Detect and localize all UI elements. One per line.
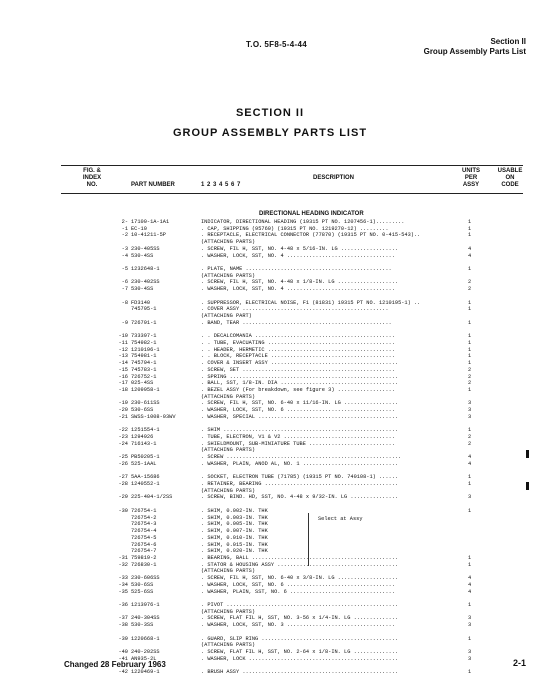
description: . . HEADER, HERMETIC ........................................ <box>201 346 395 353</box>
table-row <box>0 595 540 602</box>
description: . WASHER, LOCK, SST, NO. 4 .................................. <box>201 252 395 259</box>
fig-index: -1 <box>121 225 128 232</box>
units-per-assy: 1 <box>468 481 472 488</box>
table-row <box>0 340 540 347</box>
fig-index: -28 <box>118 481 128 488</box>
fig-index: -32 <box>118 561 128 568</box>
fig-index: -21 <box>118 413 128 420</box>
table-row <box>0 327 540 334</box>
table-row <box>0 669 540 676</box>
table-row <box>0 622 540 629</box>
part-number: 726754-2 <box>131 514 157 521</box>
part-number: 1294926 <box>131 434 154 440</box>
table-row <box>0 454 540 461</box>
part-number: 754981-1 <box>131 353 157 360</box>
table-row <box>0 286 540 293</box>
list-title: GROUP ASSEMBLY PARTS LIST <box>172 127 368 139</box>
description: . SHIELDMOUNT, SUB-MINIATURE TUBE ........................... <box>201 440 395 447</box>
part-number: 525-1AAL <box>131 460 157 467</box>
fig-index: -31 <box>118 554 128 561</box>
table-row <box>0 528 540 535</box>
fig-index: -3 <box>121 245 128 252</box>
col-description: DESCRIPTION <box>313 175 355 181</box>
part-number: 230-611SS <box>131 400 160 407</box>
fig-index: -7 <box>121 286 128 293</box>
description: (ATTACHING PARTS) <box>201 239 256 246</box>
fig-index: -38 <box>118 622 128 629</box>
table-row <box>0 273 540 280</box>
table-row <box>0 548 540 555</box>
table-row <box>0 414 540 421</box>
table-row <box>0 562 540 569</box>
units-per-assy: 1 <box>468 299 472 306</box>
fig-index: -6 <box>121 279 128 286</box>
table-row <box>0 226 540 233</box>
units-per-assy: 1 <box>468 266 472 273</box>
units-per-assy: 2 <box>468 380 472 387</box>
part-number: 530-4SS <box>131 252 154 259</box>
section-title: SECTION II <box>235 107 305 119</box>
fig-index: -34 <box>118 581 128 588</box>
description: (ATTACHING PARTS) <box>201 642 256 649</box>
part-number: 726754-3 <box>131 521 157 528</box>
table-row <box>0 306 540 313</box>
units-per-assy: 2 <box>468 279 472 286</box>
table-row <box>0 232 540 239</box>
description: . SCREW, FLAT FIL H, SST, NO. 3-56 x 1/4-IN. LG .............. <box>201 615 399 622</box>
description: . WASHER, LOCK ............................................... <box>201 655 399 662</box>
part-number: 726754-7 <box>131 548 157 555</box>
table-header-rule <box>61 193 523 194</box>
description: . . BLOCK, RECEPTACLE ....................................... <box>201 353 395 360</box>
units-per-assy: 3 <box>468 413 472 420</box>
part-number: 530-6SS <box>131 407 154 414</box>
part-number: PB50205-1 <box>131 454 160 461</box>
table-row <box>0 434 540 441</box>
table-row <box>0 360 540 367</box>
fig-index: -12 <box>118 346 128 353</box>
units-per-assy: 4 <box>468 454 472 461</box>
description: . SCREW, FIL H, SST, NO. 6-40 x 3/8-IN. LG ................... <box>201 575 399 582</box>
units-per-assy: 1 <box>468 225 472 232</box>
table-row <box>0 421 540 428</box>
table-row <box>0 374 540 381</box>
description: . WASHER, LOCK, SST, NO. 6 .................................. <box>201 581 395 588</box>
change-date: Changed 28 February 1963 <box>64 660 166 669</box>
fig-index: -27 <box>118 474 128 481</box>
col-units-per-assy: UNITS PER ASSY <box>462 168 480 188</box>
part-number: 1220668-1 <box>131 635 160 642</box>
fig-index: 2- <box>121 219 128 225</box>
part-number: 230-405SS <box>131 245 160 252</box>
part-number: 1232648-1 <box>131 266 160 273</box>
fig-index: -40 <box>118 649 128 655</box>
units-per-assy: 1 <box>468 306 472 313</box>
table-row <box>0 246 540 253</box>
table-row <box>0 629 540 636</box>
to-number: T.O. 5F8-5-4-44 <box>246 40 307 49</box>
table-row <box>0 494 540 501</box>
description: . SHIM, 0.003-IN. THK <box>201 514 268 521</box>
part-number: 745794-1 <box>131 360 157 367</box>
fig-index: -15 <box>118 366 128 373</box>
table-row <box>0 333 540 340</box>
part-number: 726830-1 <box>131 561 157 568</box>
fig-index: -33 <box>118 575 128 582</box>
units-per-assy: 4 <box>468 460 472 467</box>
section-header <box>424 37 526 57</box>
units-per-assy: 4 <box>468 588 472 595</box>
part-number: 1220469-1 <box>131 669 160 676</box>
description: (ATTACHING PARTS) <box>201 608 256 615</box>
part-number: 1251554-1 <box>131 427 160 434</box>
change-bar <box>526 450 529 458</box>
description: . BEARING, BALL .............................................. <box>201 554 399 561</box>
units-per-assy: 1 <box>468 427 472 434</box>
fig-index: -17 <box>118 380 128 387</box>
units-per-assy: 3 <box>468 494 472 501</box>
part-number: 10-41211-5P <box>131 232 166 239</box>
table-row <box>0 253 540 260</box>
units-per-assy: 1 <box>468 353 472 360</box>
units-per-assy: 3 <box>468 407 472 414</box>
part-number: 17100-1A-1A1 <box>131 219 170 225</box>
fig-index: -11 <box>118 339 128 346</box>
fig-index: -22 <box>118 427 128 434</box>
col-usable-on-code: USABLE ON CODE <box>497 168 523 188</box>
description: . PIVOT ...................................................... <box>201 601 399 608</box>
table-row <box>0 568 540 575</box>
part-number: 759819-2 <box>131 554 157 561</box>
description: (ATTACHING PART) <box>201 313 252 320</box>
table-row <box>0 380 540 387</box>
part-number: EC-10 <box>131 225 147 232</box>
description: (ATTACHING PARTS) <box>201 487 256 494</box>
table-row <box>0 394 540 401</box>
units-per-assy: 1 <box>468 339 472 346</box>
fig-index: -9 <box>121 319 128 326</box>
table-row <box>0 602 540 609</box>
units-per-assy: 1 <box>468 635 472 642</box>
table-row <box>0 636 540 643</box>
fig-index: -5 <box>121 266 128 273</box>
table-row <box>0 447 540 454</box>
table-row <box>0 266 540 273</box>
fig-index: -41 <box>118 655 128 662</box>
units-per-assy: 4 <box>468 581 472 588</box>
table-row <box>0 582 540 589</box>
units-per-assy: 1 <box>468 232 472 239</box>
units-per-assy: 4 <box>468 575 472 582</box>
description: . WASHER, SPECIAL ............................................ <box>201 413 399 420</box>
table-row <box>0 400 540 407</box>
part-number: 745783-1 <box>131 366 157 373</box>
part-number: 530-4SS <box>131 286 154 293</box>
fig-index: -4 <box>121 252 128 259</box>
table-row <box>0 474 540 481</box>
part-number: 726752-1 <box>131 373 157 380</box>
part-number: 225-404-1/2SS <box>131 494 173 501</box>
part-number: 025-4SS <box>131 380 154 387</box>
page-number: 2-1 <box>512 658 526 668</box>
fig-index: -8 <box>121 299 128 306</box>
part-number: 745795-1 <box>131 306 157 313</box>
description: . SCREW, FIL H, SST, NO. 6-40 x 11/16-IN. LG ................. <box>201 400 399 407</box>
description: . SCREW, FIL H, SST, NO. 4-48 x 5/16-IN. LG .................. <box>201 245 399 252</box>
description: . SHIM, 0.015-IN. THK <box>201 541 268 548</box>
table-row <box>0 219 540 226</box>
units-per-assy: 2 <box>468 440 472 447</box>
units-per-assy: 3 <box>468 615 472 622</box>
description: . WASHER, LOCK, SST, NO. 4 .................................. <box>201 286 395 293</box>
part-number: 726791-1 <box>131 319 157 326</box>
fig-index: -20 <box>118 407 128 414</box>
units-per-assy: 1 <box>468 561 472 568</box>
description: . GUARD, SLIP RING ........................................... <box>201 635 399 642</box>
table-row <box>0 555 540 562</box>
description: . WASHER, LOCK, SST, NO. 3 .................................. <box>201 622 395 629</box>
description: . WASHER, LOCK, SST, NO. 6 .................................. <box>201 407 395 414</box>
part-number: 230-402SS <box>131 279 160 286</box>
part-number: 240-202SS <box>131 649 160 655</box>
table-row <box>0 387 540 394</box>
fig-index: -19 <box>118 400 128 407</box>
units-per-assy: 2 <box>468 366 472 373</box>
description: . SCREW, BIND. HD, SST, NO. 4-48 x 9/32-IN. LG ............... <box>201 494 399 501</box>
table-row <box>0 279 540 286</box>
description: . . TUBE, EVACUATING ........................................ <box>201 339 395 346</box>
units-per-assy: 2 <box>468 434 472 440</box>
units-per-assy: 1 <box>468 507 472 514</box>
units-per-assy: 3 <box>468 649 472 655</box>
part-number: 530-6SS <box>131 581 154 588</box>
part-number: 726754-6 <box>131 541 157 548</box>
part-number: 530-3SS <box>131 622 154 629</box>
description: (ATTACHING PARTS) <box>201 272 256 279</box>
fig-index: -36 <box>118 601 128 608</box>
units-per-assy: 4 <box>468 252 472 259</box>
description: . SHIM ....................................................... <box>201 427 399 434</box>
units-per-assy: 1 <box>468 333 472 340</box>
part-number: 1240552-1 <box>131 481 160 488</box>
part-number: 525-6SS <box>131 588 154 595</box>
description: . RECEPTACLE, ELECTRICAL CONNECTOR (77870) (19315 PT NO. 0-415-543).. <box>201 232 421 239</box>
units-per-assy: 3 <box>468 655 472 662</box>
part-number: 1210196-1 <box>131 346 160 353</box>
fig-index: -18 <box>118 386 128 393</box>
fig-index: -42 <box>118 669 128 676</box>
parts-list <box>0 219 540 676</box>
fig-index: -30 <box>118 507 128 514</box>
description: . SUPPRESSOR, ELECTRICAL NOISE, F1 (81831) 19315 PT NO. 1210195-1) .. <box>201 299 421 306</box>
units-per-assy: 4 <box>468 245 472 252</box>
section-label: Section II <box>490 37 526 46</box>
units-per-assy: 1 <box>468 346 472 353</box>
table-row <box>0 508 540 515</box>
units-per-assy: 1 <box>468 474 472 481</box>
units-per-assy: 1 <box>468 554 472 561</box>
part-number: 726754-5 <box>131 534 157 541</box>
table-row <box>0 575 540 582</box>
description: . SOCKET, ELECTRON TUBE (71785) (19315 PT NO. 740108-1) ...... <box>201 474 399 481</box>
table-row <box>0 313 540 320</box>
description: . BAND, TEAR ............................................... <box>201 319 392 326</box>
description: . SCREW, FIL H, SST, NO. 4-48 x 1/8-IN. LG ................... <box>201 279 399 286</box>
fig-index: -35 <box>118 588 128 595</box>
description: . PLATE, NAME .............................................. <box>201 266 392 273</box>
part-number: 230-606SS <box>131 575 160 582</box>
table-row <box>0 521 540 528</box>
table-row <box>0 367 540 374</box>
table-row <box>0 481 540 488</box>
description: . TUBE, ELECTRON, V1 & V2 ................................... <box>201 434 395 440</box>
part-number: 716143-1 <box>131 440 157 447</box>
fig-index: -2 <box>121 232 128 239</box>
table-row <box>0 320 540 327</box>
part-number: 754982-1 <box>131 339 157 346</box>
description: . SCREW, SET ................................................ <box>201 366 395 373</box>
fig-index: -37 <box>118 615 128 622</box>
table-row <box>0 300 540 307</box>
table-row <box>0 407 540 414</box>
units-per-assy: 3 <box>468 622 472 629</box>
description: . SCREW ....................................................... <box>201 454 402 461</box>
fig-index: -24 <box>118 440 128 447</box>
description: . SPRING ..................................................... <box>201 373 399 380</box>
description: (ATTACHING PARTS) <box>201 568 256 575</box>
units-per-assy: 1 <box>468 360 472 367</box>
table-row <box>0 589 540 596</box>
part-number: 733397-1 <box>131 333 157 340</box>
units-per-assy: 2 <box>468 286 472 293</box>
fig-index: -29 <box>118 494 128 501</box>
table-row <box>0 468 540 475</box>
description: . WASHER, PLAIN, SST, NO. 6 ................................. <box>201 588 395 595</box>
fig-index: -23 <box>118 434 128 440</box>
description: . WASHER, PLAIN, ANOD AL, NO. 1 .............................. <box>201 460 399 467</box>
description: . SHIM, 0.020-IN. THK <box>201 548 268 555</box>
description: . BRUSH ASSY ................................................. <box>201 669 399 676</box>
fig-index: -39 <box>118 635 128 642</box>
table-row <box>0 461 540 468</box>
description: . SCREW, FLAT FIL H, SST, NO. 2-64 x 1/8-IN. LG .............. <box>201 649 399 655</box>
fig-index: -14 <box>118 360 128 367</box>
description: (ATTACHING PARTS) <box>201 393 256 400</box>
table-row <box>0 293 540 300</box>
description: . SHIM, 0.007-IN. THK <box>201 528 268 535</box>
part-number: 240-304SS <box>131 615 160 622</box>
units-per-assy: 1 <box>468 601 472 608</box>
table-row <box>0 259 540 266</box>
description: INDICATOR, DIRECTIONAL HEADING (19315 PT NO. 1207456-1)......... <box>201 219 405 225</box>
fig-index: -26 <box>118 460 128 467</box>
section-subtitle: Group Assembly Parts List <box>423 47 526 56</box>
table-row <box>0 649 540 656</box>
table-row <box>0 609 540 616</box>
description: . BALL, SST, 1/8-IN. DIA ..................................... <box>201 380 399 387</box>
description: (ATTACHING PARTS) <box>201 447 256 454</box>
part-number: 726754-4 <box>131 528 157 535</box>
units-per-assy: 1 <box>468 219 472 225</box>
table-row <box>0 427 540 434</box>
description: . CAP, SHIPPING (95760) (19315 PT NO. 1219270-12) ......... <box>201 225 389 232</box>
part-number: 1213976-1 <box>131 601 160 608</box>
table-row <box>0 501 540 508</box>
table-row <box>0 441 540 448</box>
part-number: AN935-2L <box>131 655 157 662</box>
description: . SHIM, 0.005-IN. THK <box>201 521 268 528</box>
units-per-assy: 1 <box>468 319 472 326</box>
description: . RETAINER, BEARING .......................................... <box>201 481 399 488</box>
table-row <box>0 542 540 549</box>
col-fig-index: FIG. & INDEX NO. <box>82 168 102 188</box>
table-row <box>0 353 540 360</box>
table-top-rule <box>61 165 523 166</box>
col-part-number: PART NUMBER <box>131 182 175 188</box>
description: . COVER & INSERT ASSY ........................................ <box>201 360 399 367</box>
fig-index: -25 <box>118 454 128 461</box>
table-row <box>0 535 540 542</box>
col-indent: 1 2 3 4 5 6 7 <box>201 182 241 188</box>
fig-index: -10 <box>118 333 128 340</box>
units-per-assy: 1 <box>468 386 472 393</box>
units-per-assy: 2 <box>468 373 472 380</box>
table-row <box>0 615 540 622</box>
description: . SHIM, 0.010-IN. THK <box>201 534 268 541</box>
select-at-assy-note: Select at Assy <box>318 516 363 522</box>
change-bar <box>526 482 529 490</box>
part-number: 726754-1 <box>131 507 157 514</box>
part-number: 5AA-15686 <box>131 474 160 481</box>
part-number: SWSS-1008-03WV <box>131 413 176 420</box>
fig-index: -16 <box>118 373 128 380</box>
table-row <box>0 642 540 649</box>
description: . SHIM, 0.002-IN. THK <box>201 507 268 514</box>
units-per-assy: 3 <box>468 400 472 407</box>
table-row <box>0 239 540 246</box>
description: . BEZEL ASSY (For breakdown, see figure 3) .................. <box>201 386 395 393</box>
table-row <box>0 515 540 522</box>
units-per-assy: 1 <box>468 669 472 676</box>
description: . . DECALCOMANIA ............................................ <box>201 333 395 340</box>
table-row <box>0 347 540 354</box>
description: . COVER ASSY .............................................. <box>201 306 389 313</box>
description: . STATOR & HOUSING ASSY ...................................... <box>201 561 399 568</box>
fig-index: -13 <box>118 353 128 360</box>
group-heading: DIRECTIONAL HEADING INDICATOR <box>259 211 364 217</box>
part-number: FD3140 <box>131 299 151 306</box>
part-number: 1209958-1 <box>131 386 160 393</box>
shim-group-bracket <box>302 513 309 566</box>
table-row <box>0 488 540 495</box>
